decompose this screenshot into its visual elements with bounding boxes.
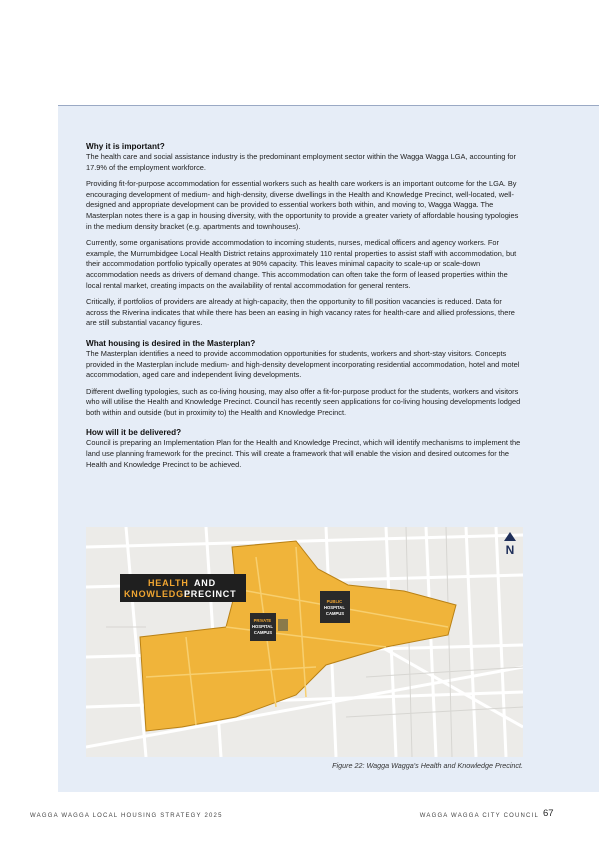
body-text [86, 141, 522, 476]
figure-caption: Figure 22: Wagga Wagga's Health and Knowledge Precinct. [332, 761, 523, 770]
map-title: HEALTH AND KNOWLEDGE PRECINCT [124, 578, 237, 599]
public-campus-label: PUBLIC HOSPITAL CAMPUS [324, 599, 345, 616]
paragraph: The health care and social assistance industry is the predominant employment sector within the Wagga Wagga LGA, accounting for 17.9% of the employment workforce. [86, 152, 516, 172]
paragraph: Council is preparing an Implementation Plan for the Health and Knowledge Precinct, which will identify mechanisms to implement the land use planning framework for the precinct. This will create a framework that will enable the vision and desired outcomes for the Health and Knowledge Precinct to be achieved. [86, 438, 521, 469]
precinct-map [86, 527, 523, 757]
section-heading-housing: What housing is desired in the Masterplan? [86, 338, 256, 348]
private-campus-label: PRIVATE HOSPITAL CAMPUS [252, 618, 273, 635]
map-graphic [86, 527, 523, 757]
paragraph: Currently, some organisations provide accommodation to incoming students, nurses, medical officers and agency workers. For example, the Murrumbidgee Local Health District retains approximately 110 rental properties to assist staff with accommodation, but their accommodation portfolio typically operates at 90% capacity. This leaves minimal capacity to scale-up or scale-down accommodation needs as drivers of demand change. This accommodation can often take the form of leased properties within the local rental market, creating impacts on the availability of rental accommodation for general renters. [86, 238, 517, 290]
page-number: 67 [543, 808, 554, 819]
section-heading-why: Why it is important? [86, 142, 165, 151]
paragraph: Providing fit-for-purpose accommodation for essential workers such as health care workers is an important outcome for the LGA. By encouraging development of medium- and high-density, diverse dwellings in the Health and Knowledge Precinct, well-located, well-designed and appropriate development can be provided to essential workers both within, and moving to, Wagga Wagga. The Masterplan notes there is a gap in housing diversity, with the opportunity to provide a greater variety of affordable housing typologies in the medium density bracket (e.g. apartments and townhouses). [86, 179, 519, 231]
footer-document-title: WAGGA WAGGA LOCAL HOUSING STRATEGY 2025 [30, 813, 223, 819]
paragraph: The Masterplan identifies a need to provide accommodation opportunities for students, workers and short-stay visitors. Concepts provided in the Masterplan include medium- and high-density development incorporating residential accommodation, hotel and motel accommodation, aged care and independent living developments. [86, 348, 520, 380]
paragraph: Critically, if portfolios of providers are already at high-capacity, then the opportunity to fill position vacancies is reduced. Data for across the Riverina indicates that while there has been an easing in high vacancy rates for health-care and allied professions, there are still substantial vacancy figures. [86, 297, 515, 328]
paragraph: Different dwelling typologies, such as co-living housing, may also offer a fit-for-purpose product for the students, workers and visitors who will utilise the Health and Knowledge Precinct. Council has recently seen applications for co-living housing developments lodged both within and outside (but in proximity to) the Health and Knowledge Precinct. [86, 386, 521, 417]
footer-organisation: WAGGA WAGGA CITY COUNCIL [419, 813, 539, 819]
section-heading-delivery: How will it be delivered? [86, 428, 182, 438]
svg-text:N: N [505, 543, 515, 557]
